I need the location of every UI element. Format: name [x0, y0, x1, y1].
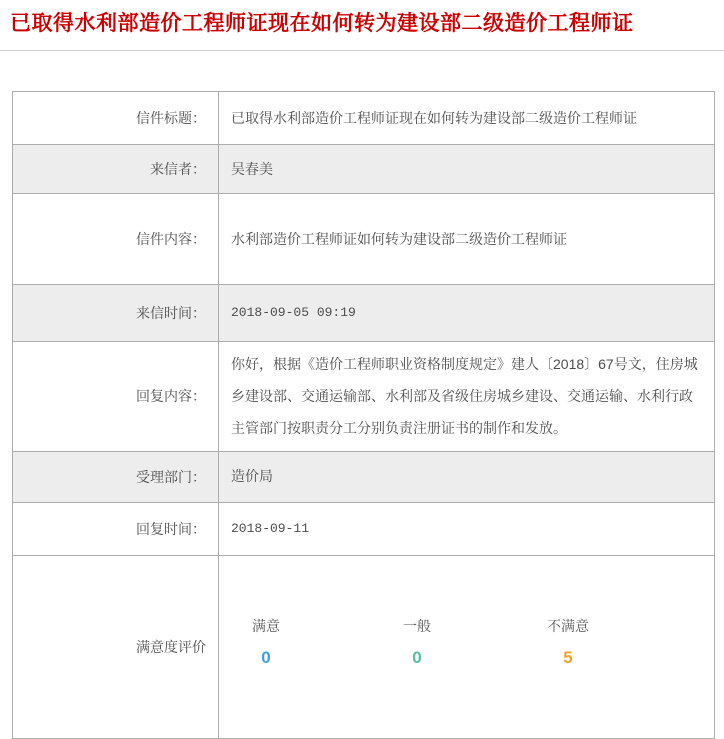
row-value: 2018-09-11 — [219, 502, 715, 555]
title-divider — [0, 50, 724, 51]
row-label: 信件内容： — [13, 194, 219, 285]
row-label: 受理部门： — [13, 451, 219, 502]
satisfaction-option-label: 一般 — [403, 617, 431, 634]
row-label: 来信者： — [13, 145, 219, 194]
table-row-sender — [13, 145, 715, 194]
row-value: 水利部造价工程师证如何转为建设部二级造价工程师证 — [219, 194, 715, 285]
table-row-letter-time — [13, 285, 715, 342]
satisfaction-option-count: 0 — [412, 647, 422, 667]
satisfaction-option-satisfied[interactable] — [231, 616, 301, 671]
row-label: 回复时间： — [13, 502, 219, 555]
table-row-letter-title — [13, 92, 715, 145]
table-row-satisfaction — [13, 555, 715, 738]
satisfaction-option-label: 满意 — [252, 617, 280, 634]
table-row-letter-content — [13, 194, 715, 285]
row-label: 回复内容： — [13, 342, 219, 452]
satisfaction-option-label: 不满意 — [547, 617, 589, 634]
satisfaction-option-count: 0 — [261, 647, 271, 667]
row-value: 2018-09-05 09:19 — [219, 285, 715, 342]
satisfaction-option-neutral[interactable] — [382, 616, 452, 671]
row-value: 你好，根据《造价工程师职业资格制度规定》建人〔2018〕67号文，住房城乡建设部、交通运输部、水利部及省级住房城乡建设、交通运输、水利行政主管部门按职责分工分别负责注册证书的制作和发放。 — [219, 342, 715, 452]
row-value: 已取得水利部造价工程师证现在如何转为建设部二级造价工程师证 — [219, 92, 715, 145]
satisfaction-options — [231, 616, 603, 671]
satisfaction-cell — [219, 555, 715, 738]
row-label: 来信时间： — [13, 285, 219, 342]
table-row-handling-department — [13, 451, 715, 502]
row-label: 信件标题： — [13, 92, 219, 145]
row-value: 造价局 — [219, 451, 715, 502]
satisfaction-option-unsatisfied[interactable] — [533, 616, 603, 671]
row-label: 满意度评价 — [13, 555, 219, 738]
table-row-reply-content — [13, 342, 715, 452]
letter-detail-table — [12, 91, 715, 739]
page-title: 已取得水利部造价工程师证现在如何转为建设部二级造价工程师证 — [10, 12, 634, 35]
satisfaction-option-count: 5 — [563, 647, 573, 667]
row-value: 吴春美 — [219, 145, 715, 194]
table-row-reply-time — [13, 502, 715, 555]
